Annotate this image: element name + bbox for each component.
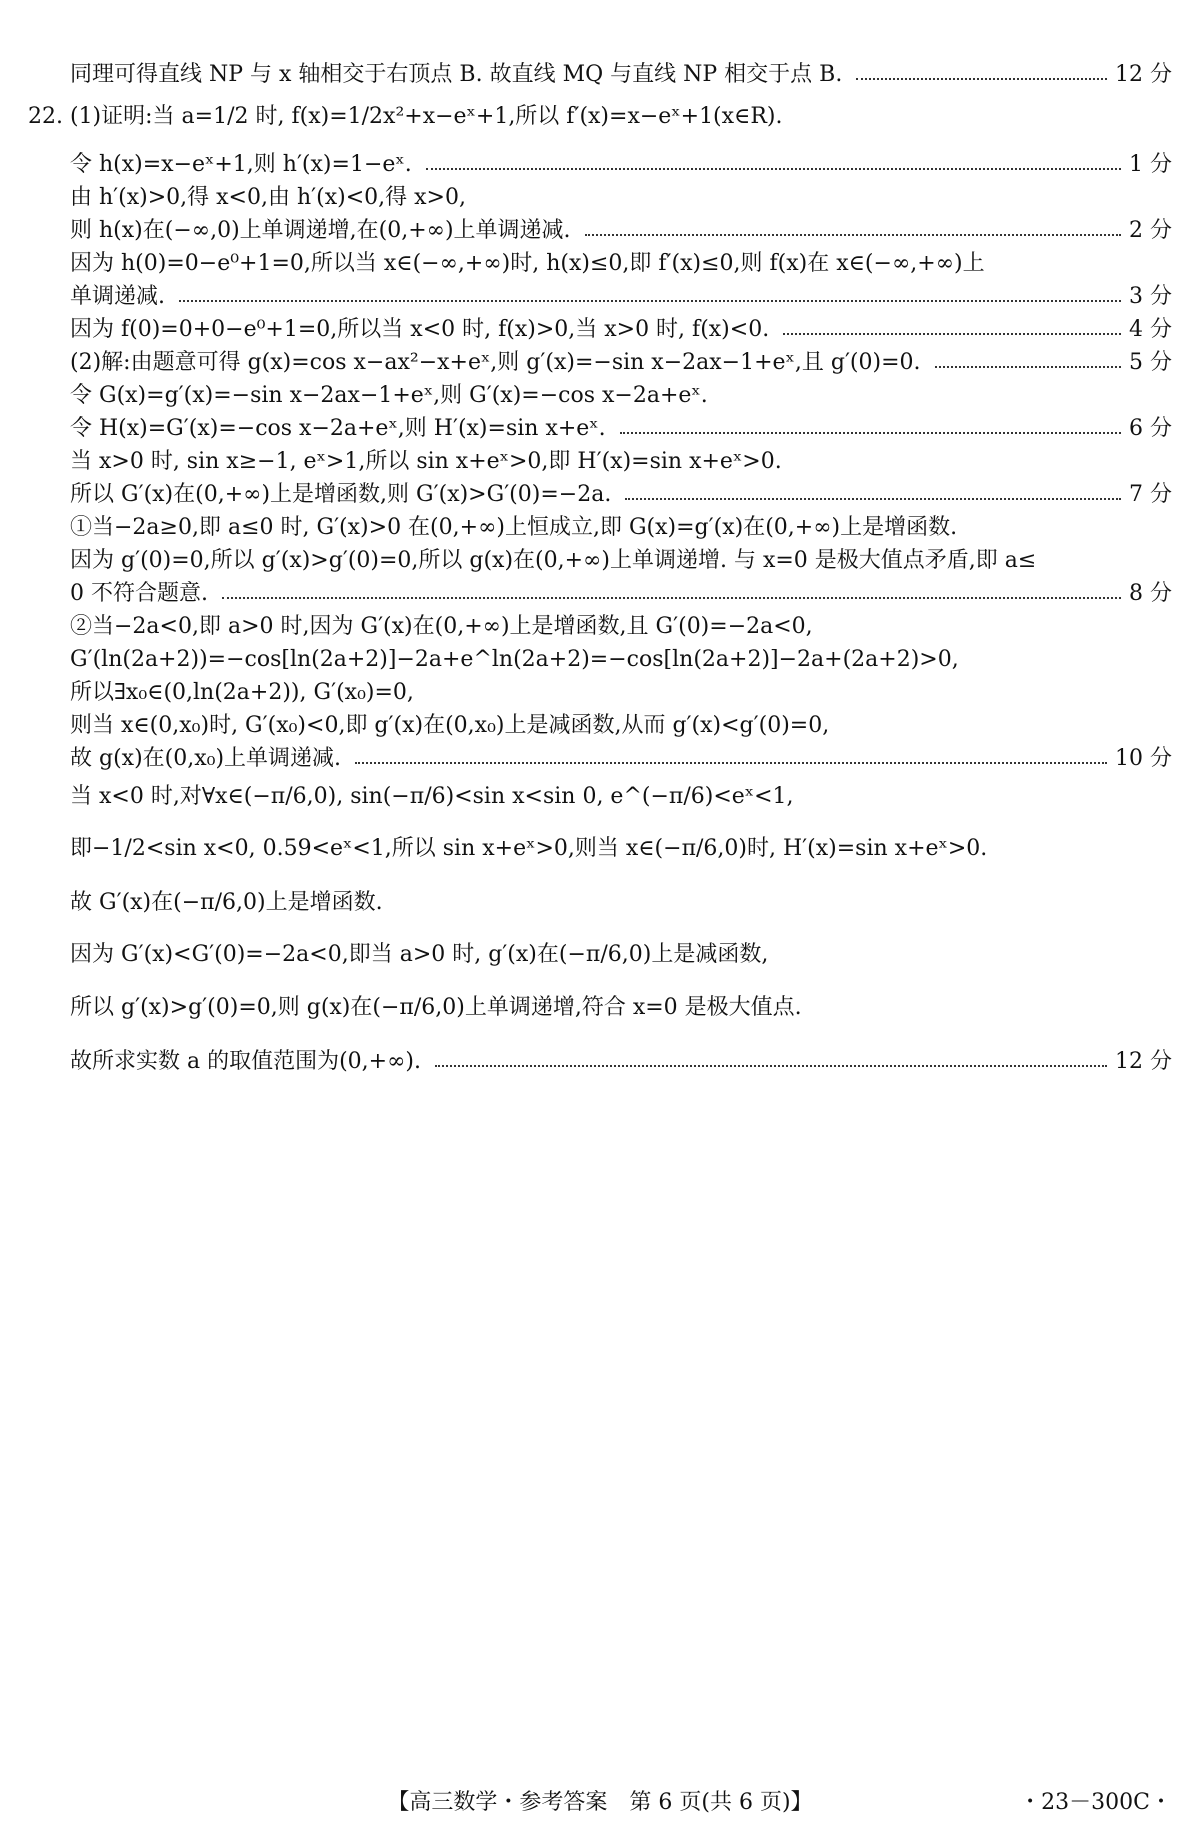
dot-leader (935, 366, 1121, 368)
solution-line (70, 183, 1172, 213)
score-mark: 12 分 (1115, 62, 1172, 87)
score-mark: 3 分 (1129, 284, 1172, 309)
solution-line-text: ②当−2a<0,即 a>0 时,因为 G′(x)在(0,+∞)上是增函数,且 G′(0)=−2a<0, (70, 614, 813, 639)
solution-line-text: 因为 f(0)=0+0−e⁰+1=0,所以当 x<0 时, f(x)>0,当 x>0 时, f(x)<0. (70, 317, 770, 342)
solution-line (70, 711, 1172, 741)
solution-line-text: 则 h(x)在(−∞,0)上单调递增,在(0,+∞)上单调递减. (70, 218, 571, 243)
score-mark: 8 分 (1129, 581, 1172, 606)
solution-line (70, 612, 1172, 642)
solution-line (70, 1047, 1172, 1077)
solution-line (70, 249, 1172, 279)
footer-title: 【高三数学・参考答案 第 6 页(共 6 页)】 (387, 1790, 813, 1815)
solution-line (70, 834, 1172, 864)
score-mark: 12 分 (1115, 1049, 1172, 1074)
dot-leader (179, 300, 1121, 302)
score-mark: 6 分 (1129, 416, 1172, 441)
solution-line-text: 同理可得直线 NP 与 x 轴相交于右顶点 B. 故直线 MQ 与直线 NP 相交于点 B. (70, 62, 843, 87)
solution-line (70, 888, 1172, 918)
solution-line (70, 150, 1172, 180)
solution-line (70, 546, 1172, 576)
solution-line-text: 单调递减. (70, 284, 165, 309)
dot-leader (426, 168, 1121, 170)
solution-line-text: 令 h(x)=x−eˣ+1,则 h′(x)=1−eˣ. (70, 152, 412, 177)
solution-line-text: 0 不符合题意. (70, 581, 208, 606)
solution-line (70, 447, 1172, 477)
solution-line-text: 所以 g′(x)>g′(0)=0,则 g(x)在(−π/6,0)上单调递增,符合 x=0 是极大值点. (70, 995, 802, 1020)
dot-leader (222, 597, 1121, 599)
solution-line (70, 414, 1172, 444)
solution-line-text: 令 H(x)=G′(x)=−cos x−2a+eˣ,则 H′(x)=sin x+eˣ. (70, 416, 606, 441)
score-mark: 2 分 (1129, 218, 1172, 243)
solution-line (70, 60, 1172, 90)
solution-line-text: 故 g(x)在(0,x₀)上单调递减. (70, 746, 342, 771)
solution-line (70, 348, 1172, 378)
solution-line-text: 所以∃x₀∈(0,ln(2a+2)), G′(x₀)=0, (70, 680, 414, 705)
solution-line-text: 即−1/2<sin x<0, 0.59<eˣ<1,所以 sin x+eˣ>0,则当 x∈(−π/6,0)时, H′(x)=sin x+eˣ>0. (70, 836, 988, 861)
score-mark: 7 分 (1129, 482, 1172, 507)
solution-line-text: 故所求实数 a 的取值范围为(0,+∞). (70, 1049, 422, 1074)
solution-line (70, 744, 1172, 774)
solution-line (70, 216, 1172, 246)
solution-line-text: 当 x<0 时,对∀x∈(−π/6,0), sin(−π/6)<sin x<sin 0, e^(−π/6)<eˣ<1, (70, 784, 794, 809)
score-mark: 10 分 (1115, 746, 1172, 771)
solution-line-text: 因为 G′(x)<G′(0)=−2a<0,即当 a>0 时, g′(x)在(−π/6,0)上是减函数, (70, 942, 769, 967)
solution-line (70, 282, 1172, 312)
solution-line-text: 故 G′(x)在(−π/6,0)上是增函数. (70, 890, 383, 915)
dot-leader (585, 234, 1121, 236)
solution-line (70, 993, 1172, 1023)
dot-leader (620, 432, 1121, 434)
solution-line-text: 所以 G′(x)在(0,+∞)上是增函数,则 G′(x)>G′(0)=−2a. (70, 482, 612, 507)
solution-line (70, 513, 1172, 543)
solution-line (70, 940, 1172, 970)
solution-line (70, 645, 1172, 675)
solution-line-text: 因为 h(0)=0−e⁰+1=0,所以当 x∈(−∞,+∞)时, h(x)≤0,即 f′(x)≤0,则 f(x)在 x∈(−∞,+∞)上 (70, 251, 985, 276)
dot-leader (435, 1065, 1107, 1067)
page-footer (0, 1785, 1200, 1815)
solution-line-text: ①当−2a≥0,即 a≤0 时, G′(x)>0 在(0,+∞)上恒成立,即 G(x)=g′(x)在(0,+∞)上是增函数. (70, 515, 958, 540)
solution-line (70, 480, 1172, 510)
solution-line (70, 579, 1172, 609)
solution-line-text: 则当 x∈(0,x₀)时, G′(x₀)<0,即 g′(x)在(0,x₀)上是减函数,从而 g′(x)<g′(0)=0, (70, 713, 830, 738)
score-mark: 5 分 (1129, 350, 1172, 375)
dot-leader (783, 333, 1121, 335)
dot-leader (625, 498, 1121, 500)
score-mark: 1 分 (1129, 152, 1172, 177)
footer-code: ・23－300C・ (1019, 1790, 1172, 1815)
solution-line (70, 678, 1172, 708)
solution-line-text: 由 h′(x)>0,得 x<0,由 h′(x)<0,得 x>0, (70, 185, 466, 210)
solution-line-text: G′(ln(2a+2))=−cos[ln(2a+2)]−2a+e^ln(2a+2)=−cos[ln(2a+2)]−2a+(2a+2)>0, (70, 647, 959, 672)
solution-line (28, 102, 1172, 132)
solution-line (70, 381, 1172, 411)
solution-line-text: (2)解:由题意可得 g(x)=cos x−ax²−x+eˣ,则 g′(x)=−sin x−2ax−1+eˣ,且 g′(0)=0. (70, 350, 921, 375)
dot-leader (856, 78, 1107, 80)
solution-line-text: 令 G(x)=g′(x)=−sin x−2ax−1+eˣ,则 G′(x)=−cos x−2a+eˣ. (70, 383, 708, 408)
solution-line-text: 22. (1)证明:当 a=1/2 时, f(x)=1/2x²+x−eˣ+1,所以 f′(x)=x−eˣ+1(x∈R). (28, 104, 783, 129)
dot-leader (355, 762, 1107, 764)
solution-line-text: 因为 g′(0)=0,所以 g′(x)>g′(0)=0,所以 g(x)在(0,+∞)上单调递增. 与 x=0 是极大值点矛盾,即 a≤ (70, 548, 1037, 573)
score-mark: 4 分 (1129, 317, 1172, 342)
solution-line (70, 782, 1172, 812)
solution-line-text: 当 x>0 时, sin x≥−1, eˣ>1,所以 sin x+eˣ>0,即 H′(x)=sin x+eˣ>0. (70, 449, 782, 474)
solution-line (70, 315, 1172, 345)
